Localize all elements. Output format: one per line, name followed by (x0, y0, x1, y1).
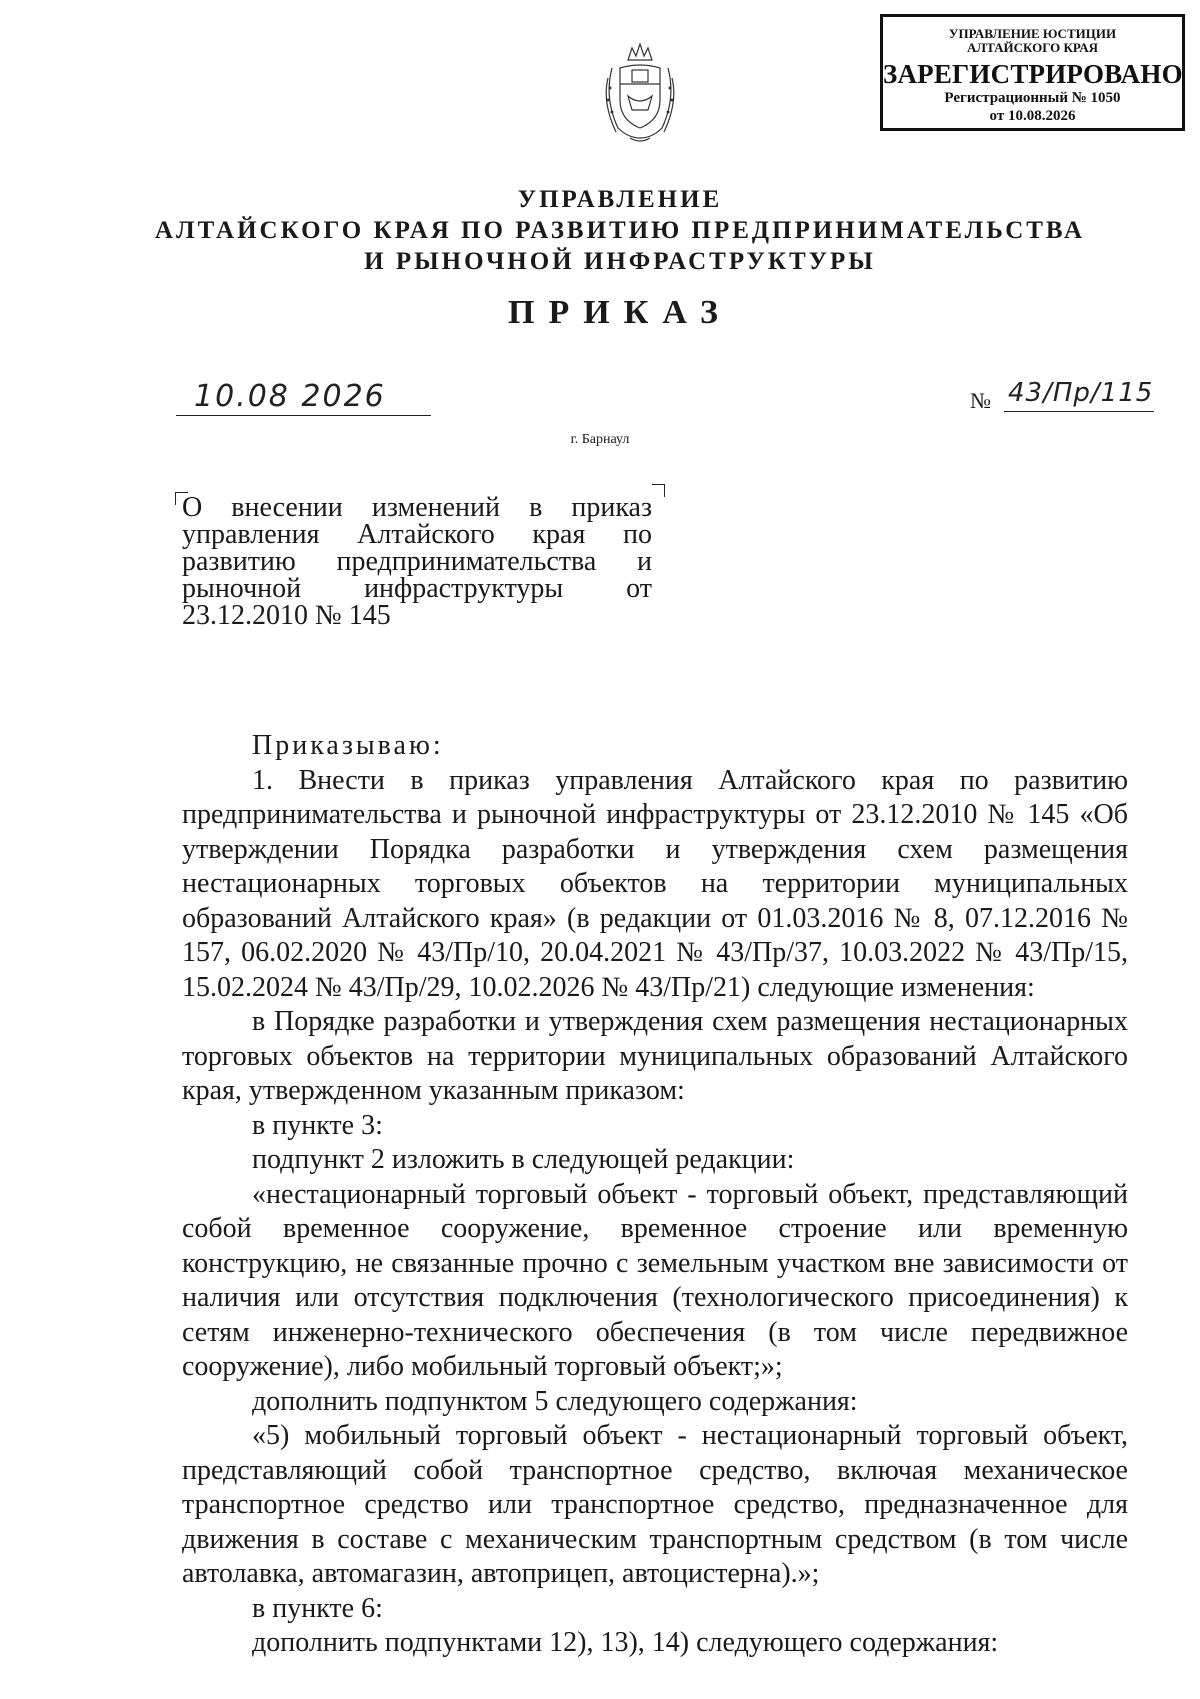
order-date-handwritten: 10.08 2026 (176, 382, 431, 416)
order-subject: О внесении изменений в приказ управления Алтайского края по развитию предпринимательства и рыночной инфраструктуры от 23.12.2010 № 145 (182, 492, 652, 631)
stamp-status: ЗАРЕГИСТРИРОВАНО (883, 59, 1183, 89)
body-paragraph: дополнить подпунктами 12), 13), 14) следующего содержания: (252, 1627, 999, 1658)
stamp-reg-number: Регистрационный № 1050 (944, 90, 1121, 106)
body-paragraph: в Порядке разработки и утверждения схем размещения нестационарных торговых объектов на территории муниципальных образований Алтайского края, утвержденном указанным приказом: (182, 1006, 1128, 1106)
city-label: г. Барнаул (570, 432, 630, 447)
stamp-organization: УПРАВЛЕНИЕ ЮСТИЦИИ АЛТАЙСКОГО КРАЯ (948, 26, 1117, 55)
body-paragraph: дополнить подпунктом 5 следующего содержания: (252, 1385, 858, 1417)
altai-coat-of-arms-icon (598, 38, 682, 148)
stamp-reg-date: от 10.08.2026 (989, 108, 1076, 124)
order-number-handwritten: 43/Пр/115 (1004, 378, 1154, 412)
issuer-heading (150, 184, 1090, 277)
heading-line-3: И РЫНОЧНОЙ ИНФРАСТРУКТУРЫ (364, 248, 876, 275)
heading-line-1: УПРАВЛЕНИЕ (517, 186, 723, 213)
body-paragraph: в пункте 6: (252, 1592, 383, 1624)
body-paragraph: «5) мобильный торговый объект - нестационарный торговый объект, представляющий собой транспортное средство, включая механическое транспортное средство или транспортное средство, предназначенное для движения в составе с механическим транспортным средством (в том числе автолавка, автомагазин, автоприцеп, автоцистерна).»; (182, 1420, 1128, 1589)
body-paragraph: подпункт 2 изложить в следующей редакции: (252, 1144, 795, 1175)
order-body (182, 729, 1128, 1661)
registration-stamp (880, 14, 1185, 131)
number-sign: № (970, 388, 991, 413)
document-type-title: ПРИКАЗ (508, 294, 732, 331)
directive-line: Приказываю: (252, 730, 444, 761)
body-paragraph: 1. Внести в приказ управления Алтайского края по развитию предпринимательства и рыночной инфраструктуры от 23.12.2010 № 145 «Об утверждении Порядка разработки и утверждения схем размещения нестационарных торговых объектов на территории муниципальных образований Алтайского края» (в редакции от 01.03.2016 № 8, 07.12.2016 № 157, 06.02.2020 № 43/Пр/10, 20.04.2021 № 43/Пр/37, 10.03.2022 № 43/Пр/15, 15.02.2024 № 43/Пр/29, 10.02.2026 № 43/Пр/21) следующие изменения: (182, 764, 1128, 1003)
subject-corner-right (652, 484, 665, 497)
body-paragraph: в пункте 3: (252, 1109, 383, 1141)
body-paragraph: «нестационарный торговый объект - торговый объект, представляющий собой временное сооружение, временное строение или временную конструкцию, не связанные прочно с земельным участком вне зависимости от наличия или отсутствия подключения (технологического присоединения) к сетям инженерно-технического обеспечения (в том числе передвижное сооружение), либо мобильный торговый объект;»; (182, 1178, 1128, 1382)
heading-line-2: АЛТАЙСКОГО КРАЯ ПО РАЗВИТИЮ ПРЕДПРИНИМАТЕЛЬСТВА (154, 217, 1086, 244)
